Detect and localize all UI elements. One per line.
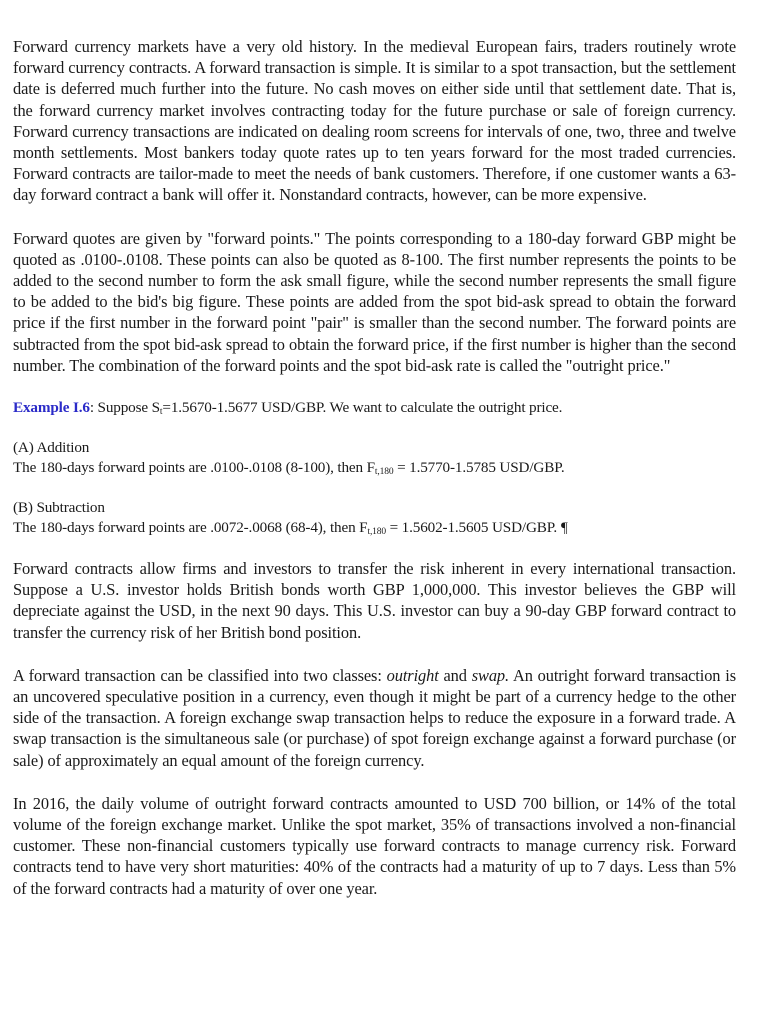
example-intro xyxy=(13,398,736,418)
case-line-suffix: = 1.5602-1.5605 USD/GBP. xyxy=(385,519,558,537)
example-intro-suffix: =1.5670-1.5677 USD/GBP. We want to calculate the outright price. xyxy=(162,399,563,417)
p4-mid: and xyxy=(438,665,472,685)
paragraph-forward-points: Forward quotes are given by "forward points." The points corresponding to a 180-day forward GBP might be quoted as .0100-.0108. These points can also be quoted as 8-100. The first number represents the points to be added to the second number to form the ask small figure, while the second number represents the small figure to be added to the bid's big figure. These points are added from the spot bid-ask spread to obtain the forward price if the first number in the forward point "pair" is smaller than the second number. The forward points are subtracted from the spot bid-ask spread to obtain the forward price, if the first number is higher than the second number. The combination of the forward points and the spot bid-ask rate is called the "outright price." xyxy=(13,228,736,375)
example-intro-subscript: t xyxy=(159,407,163,418)
case-line xyxy=(13,518,736,538)
case-line-prefix: The 180-days forward points are .0100-.0108 (8-100), then F xyxy=(13,459,375,477)
example-label: Example I.6 xyxy=(13,399,90,417)
case-line-subscript: t,180 xyxy=(374,467,394,478)
paragraph-market-volume: In 2016, the daily volume of outright forward contracts amounted to USD 700 billion, or 14% of the total volume of the foreign exchange market. Unlike the spot market, 35% of transactions involved a non-financial customer. These non-financial customers typically use forward contracts to manage currency risk. Forward contracts tend to have very short maturities: 40% of the contracts had a maturity of up to 7 days. Less than 5% of the forward contracts had a maturity of over one year. xyxy=(13,793,736,898)
case-line xyxy=(13,458,736,478)
case-line-subscript: t,180 xyxy=(367,527,386,538)
p4-before: A forward transaction can be classified into two classes: xyxy=(13,665,387,685)
example-case-addition xyxy=(13,438,736,478)
term-swap: swap. xyxy=(471,665,510,685)
case-line-prefix: The 180-days forward points are .0072-.0068 (68-4), then F xyxy=(13,519,368,537)
example-block xyxy=(13,398,736,538)
case-title: (B) Subtraction xyxy=(13,499,105,517)
example-intro-prefix: : Suppose S xyxy=(89,399,160,417)
paragraph-forward-history: Forward currency markets have a very old history. In the medieval European fairs, traders routinely wrote forward currency contracts. A forward transaction is simple. It is similar to a spot transaction, but the settlement date is deferred much further into the future. No cash moves on either side until that settlement date. That is, the forward currency market involves contracting today for the future purchase or sale of foreign currency. Forward currency transactions are indicated on dealing room screens for intervals of one, two, three and twelve month settlements. Most bankers today quote rates up to ten years forward for the most traded currencies. Forward contracts are tailor-made to meet the needs of bank customers. Therefore, if one customer wants a 63-day forward contract a bank will offer it. Nonstandard contracts, however, can be more expensive. xyxy=(13,37,736,205)
example-case-subtraction xyxy=(13,498,736,538)
paragraph-risk-transfer: Forward contracts allow firms and investors to transfer the risk inherent in every international transaction. Suppose a U.S. investor holds British bonds worth GBP 1,000,000. This investor believes the GBP will depreciate against the USD, in the next 90 days. This U.S. investor can buy a 90-day GBP forward contract to transfer the currency risk of her British bond position. xyxy=(13,559,736,642)
case-title: (A) Addition xyxy=(13,439,90,457)
case-line-suffix: = 1.5770-1.5785 USD/GBP. xyxy=(393,459,565,477)
pilcrow-mark: ¶ xyxy=(561,519,568,537)
term-outright: outright xyxy=(386,665,439,685)
p4-after: An outright forward transaction is an uncovered speculative position in a currency, even though it might be part of a currency hedge to the other side of the transaction. A foreign exchange swap transaction helps to reduce the exposure in a forward trade. A swap transaction is the simultaneous sale (or purchase) of spot foreign exchange against a forward purchase (or sale) of approximately an equal amount of the foreign currency. xyxy=(13,665,736,770)
paragraph-transaction-classes xyxy=(13,665,736,771)
